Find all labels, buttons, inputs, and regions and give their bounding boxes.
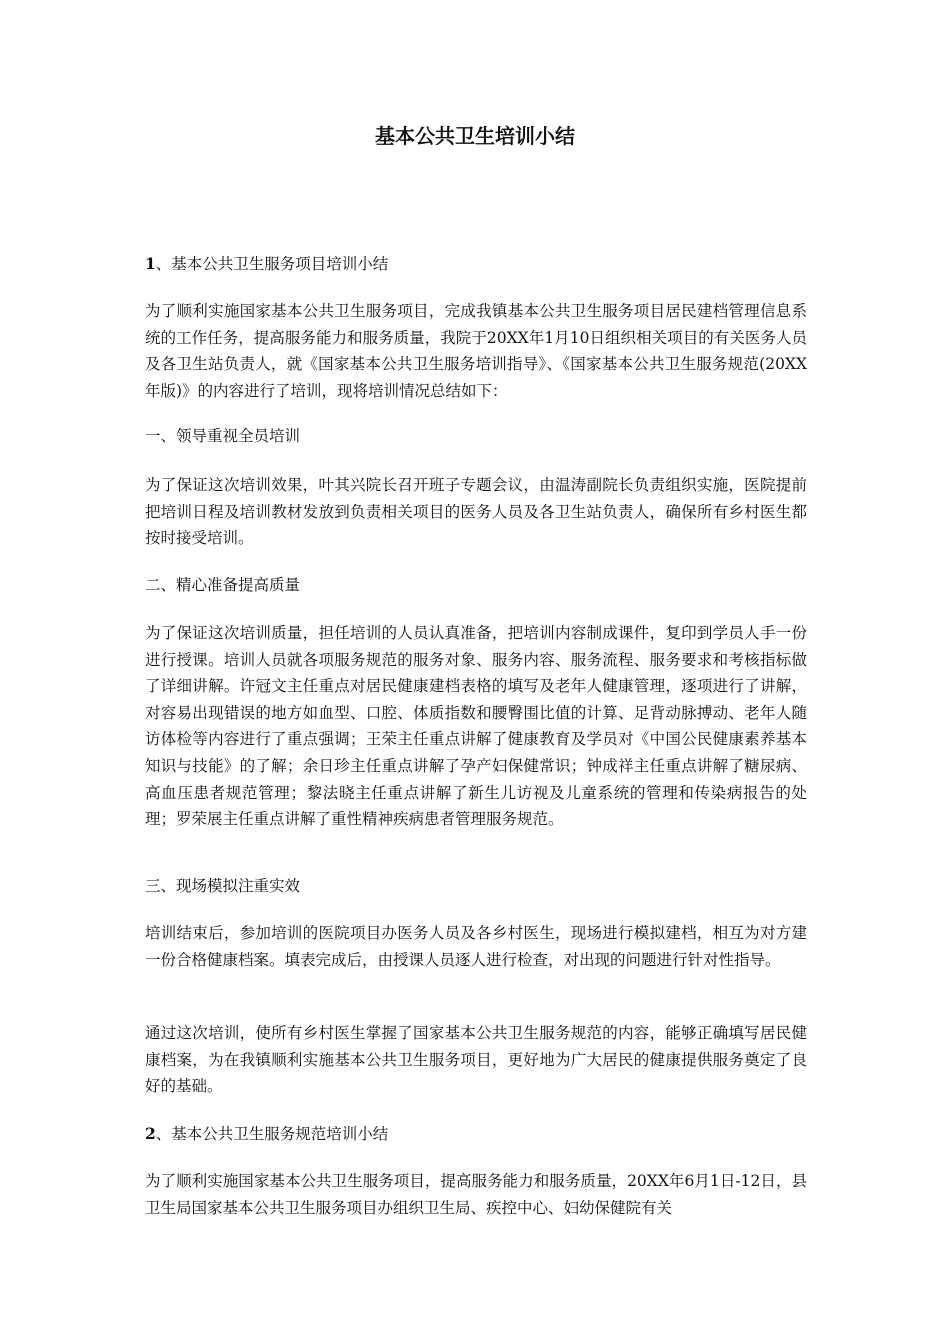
- section2-number: 2: [145, 1124, 156, 1143]
- section2-intro-paragraph: 为了顺利实施国家基本公共卫生服务项目，提高服务能力和服务质量，20XX年6月1日-12日，县卫生局国家基本公共卫生服务项目办组织卫生局、疾控中心、妇幼保健院有关: [145, 1172, 807, 1217]
- section1-intro-paragraph: 为了顺利实施国家基本公共卫生服务项目，完成我镇基本公共卫生服务项目居民建档管理信息系统的工作任务，提高服务能力和服务质量，我院于20XX年1月10日组织相关项目的有关医务人员及各卫生站负责人，就《国家基本公共卫生服务培训指导》、《国家基本公共卫生服务规范(20XX年版)》的内容进行了培训，现将培训情况总结如下：: [145, 302, 807, 400]
- subsection2-heading: 二、精心准备提高质量: [145, 576, 301, 594]
- subsection2-paragraph: 为了保证这次培训质量，担任培训的人员认真准备，把培训内容制成课件，复印到学员人手一份进行授课。培训人员就各项服务规范的服务对象、服务内容、服务流程、服务要求和考核指标做了详细讲解。许冠文主任重点对居民健康建档表格的填写及老年人健康管理，逐项进行了讲解，对容易出现错误的地方如血型、口腔、体质指数和腰臀围比值的计算、足背动脉搏动、老年人随访体检等内容进行了重点强调；王荣主任重点讲解了健康教育及学员对《中国公民健康素养基本知识与技能》的了解；余日珍主任重点讲解了孕产妇保健常识；钟成祥主任重点讲解了糖尿病、高血压患者规范管理；黎法晓主任重点讲解了新生儿访视及儿童系统的管理和传染病报告的处理；罗荣展主任重点讲解了重性精神疾病患者管理服务规范。: [145, 624, 807, 829]
- section1-heading-text: 、基本公共卫生服务项目培训小结: [155, 255, 389, 273]
- section1-number: 1: [145, 254, 156, 273]
- document-title: 基本公共卫生培训小结: [375, 124, 575, 148]
- subsection1-heading: 一、领导重视全员培训: [145, 427, 301, 445]
- subsection1-paragraph: 为了保证这次培训效果，叶其兴院长召开班子专题会议，由温涛副院长负责组织实施，医院提前把培训日程及培训教材发放到负责相关项目的医务人员及各卫生站负责人，确保所有乡村医生都按时接受培训。: [145, 476, 807, 548]
- conclusion-paragraph: 通过这次培训，使所有乡村医生掌握了国家基本公共卫生服务规范的内容，能够正确填写居民健康档案，为在我镇顺利实施基本公共卫生服务项目，更好地为广大居民的健康提供服务奠定了良好的基础。: [145, 1024, 807, 1096]
- section2-heading: [145, 1121, 807, 1148]
- subsection3-heading: 三、现场模拟注重实效: [145, 877, 301, 895]
- subsection3-paragraph: 培训结束后，参加培训的医院项目办医务人员及各乡村医生，现场进行模拟建档，相互为对方建一份合格健康档案。填表完成后，由授课人员逐人进行检查，对出现的问题进行针对性指导。: [145, 924, 807, 969]
- section2-heading-text: 、基本公共卫生服务规范培训小结: [155, 1125, 389, 1143]
- section1-heading: [145, 251, 807, 278]
